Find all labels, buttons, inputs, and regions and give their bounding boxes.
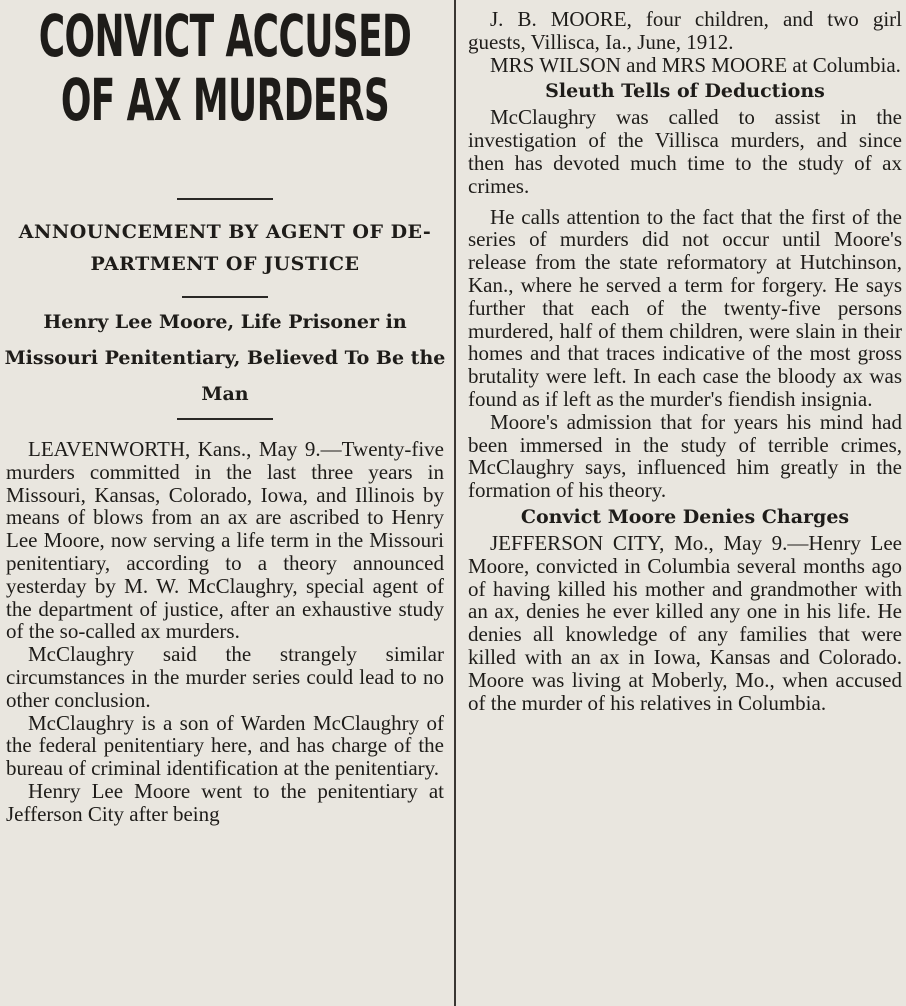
- left-body: [6, 438, 444, 826]
- subhead-sleuth: Sleuth Tells of Deductions: [545, 80, 825, 103]
- paragraph: McClaughry said the strangely similar circumstances in the murder series could lead to no other conclusion.: [6, 642, 444, 712]
- paragraph: JEFFERSON CITY, Mo., May 9.—Henry Lee Moore, convicted in Columbia several months ago of having killed his mother and grandmother with an ax, denies he ever killed any one in his life. He denies all knowledge of any families that were killed with an ax in Iowa, Kansas and Colorado. Moore was living at Moberly, Mo., when accused of the murder of his relatives in Columbia.: [468, 530, 902, 715]
- headline: [0, 4, 450, 132]
- headline-line-1: CONVICT ACCUSED: [38, 2, 412, 70]
- left-column: [0, 0, 450, 1006]
- headline-line-2: OF AX MURDERS: [60, 66, 390, 134]
- paragraph: McClaughry is a son of Warden McClaughry of the federal penitentiary here, and has charge of the bureau of criminal identification at the penitentiary.: [6, 710, 444, 781]
- paragraph: McClaughry was called to assist in the investigation of the Villisca murders, and since then has devoted much time to the study of ax crimes.: [468, 105, 902, 198]
- column-divider: [454, 0, 456, 1006]
- victim-list-item: J. B. MOORE, four children, and two girl guests, Villisca, Ia., June, 1912.: [468, 7, 902, 54]
- paragraph: Moore's admission that for years his mind had been immersed in the study of terrible crimes, McClaughry says, influenced him greatly in the formation of his theory.: [468, 409, 902, 503]
- deck-announcement: ANNOUNCEMENT BY AGENT OF DE-PARTMENT OF JUSTICE: [18, 221, 432, 275]
- subhead-convict: Convict Moore Denies Charges: [520, 505, 850, 528]
- deck-summary: Henry Lee Moore, Life Prisoner in Missouri Penitentiary, Believed To Be the Man: [4, 311, 446, 405]
- paragraph: Henry Lee Moore went to the penitentiary at Jefferson City after being: [6, 778, 444, 826]
- right-column: [462, 0, 906, 1006]
- right-body: [468, 8, 902, 714]
- divider-rule: [177, 198, 273, 200]
- paragraph: He calls attention to the fact that the first of the series of murders did not occur until Moore's release from the state reformatory at Hutchinson, Kan., where he served a term for forgery. He says further that each of the twenty-five persons murdered, half of them children, were slain in their homes and that traces indicative of the most gross brutality were left. In each case the bloody ax was found as if left as the murder's fiendish insignia.: [468, 204, 902, 411]
- paragraph: LEAVENWORTH, Kans., May 9.—Twenty-five murders committed in the last three years in Missouri, Kansas, Colorado, Iowa, and Illinois by means of blows from an ax are ascribed to Henry Lee Moore, now serving a life term in the Missouri penitentiary, according to a theory announced yesterday by M. W. McClaughry, special agent of the department of justice, after an exhaustive study of the so-called ax murders.: [6, 437, 444, 644]
- victim-list-item: MRS WILSON and MRS MOORE at Columbia.: [490, 52, 901, 77]
- divider-rule: [177, 418, 273, 420]
- divider-rule: [182, 296, 268, 298]
